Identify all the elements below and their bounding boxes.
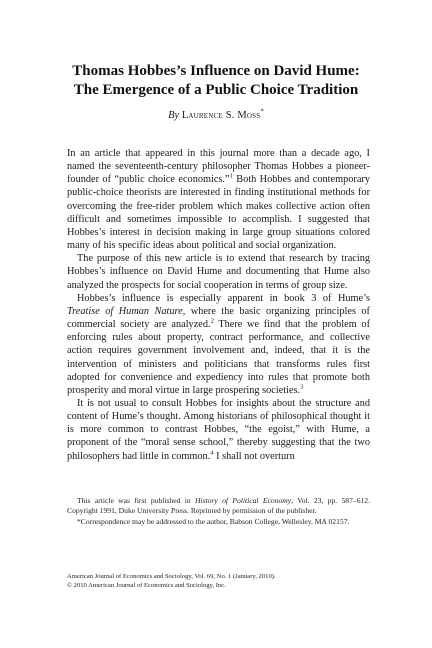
footnote-publication xyxy=(67,496,370,517)
treatise-title: Treatise of Human Nature xyxy=(67,305,183,317)
copyright-line: © 2010 American Journal of Economics and Sociology, Inc. xyxy=(67,582,226,590)
footnote-ref-3: 3 xyxy=(300,383,304,391)
paragraph-1-text-b: Both Hobbes and contemporary public-choice theorists are interested in finding institutional methods for overcoming the free-rider problem which makes collective action often difficult and sometimes impossible to accomplish. I suggested that Hobbes’s interest in decision making in large group situations colored many of his specific ideas about political and social organization. xyxy=(67,174,370,252)
paragraph-3-text-b: , where the basic organizing principles of commercial society are analyzed. xyxy=(67,305,370,331)
paragraph-3-text-a: Hobbes’s influence is especially apparent in book 3 of Hume’s xyxy=(77,292,370,304)
footnotes xyxy=(67,496,370,527)
footnote-correspondence: *Correspondence may be addressed to the author, Babson College, Wellesley, MA 02157. xyxy=(77,516,350,526)
footnote-publication-text-a: This article was first published in xyxy=(77,496,195,505)
author-footnote-mark: * xyxy=(260,107,264,116)
title-line-2: The Emergence of a Public Choice Tradition xyxy=(73,82,359,98)
journal-citation: American Journal of Economics and Sociology, Vol. 69, No. 1 (January, 2010). xyxy=(67,573,276,580)
footnote-ref-4: 4 xyxy=(210,449,214,457)
article-title xyxy=(40,62,392,100)
footnote-publication-text-b: , Vol. 23, pp. 587–612. Copyright 1991, Duke University Press. Reprinted by permission of the publisher. xyxy=(67,496,370,516)
footnote-ref-2: 2 xyxy=(210,317,214,325)
paragraph-2: The purpose of this new article is to extend that research by tracing Hobbes’s influence on David Hume and documenting that Hume also analyzed the prospects for social cooperation in terms of group size. xyxy=(67,253,370,291)
paragraph-3-text-c: There we find that the problem of enforcing rules about property, contract performance, and collective action requires government involvement and, indeed, that it is the intervention of ministers and politicians that transforms rules first adopted for convenience and expediency into rules that promote both prosperity and moral virtue in large prospering societies. xyxy=(67,319,370,396)
paragraph-1 xyxy=(67,147,370,252)
byline-prefix: By xyxy=(168,110,180,121)
journal-info xyxy=(67,572,370,590)
paragraph-4-text-b: I shall not overturn xyxy=(213,450,295,462)
author-byline xyxy=(40,109,392,122)
paragraph-4 xyxy=(67,397,370,463)
footnote-ref-1: 1 xyxy=(229,172,233,180)
paragraph-3 xyxy=(67,292,370,397)
journal-title-italic: History of Political Economy xyxy=(194,496,292,505)
paragraph-4-text-a: It is not usual to consult Hobbes for insights about the structure and content of Hume’s thought. Among historians of philosophical thought it is more common to contrast Hobbes, “the egoist,” with Hume, a proponent of the “moral sense school,” thereby suggesting that the two philosophers had little in common. xyxy=(67,397,370,462)
author-name: Laurence S. Moss xyxy=(181,110,261,121)
article-body xyxy=(67,147,370,463)
title-line-1: Thomas Hobbes’s Influence on David Hume: xyxy=(72,63,360,79)
paragraph-1-text-a: In an article that appeared in this journal more than a decade ago, I named the seventeenth-century philosopher Thomas Hobbes a pioneer-founder of “public choice economics.” xyxy=(67,148,370,186)
